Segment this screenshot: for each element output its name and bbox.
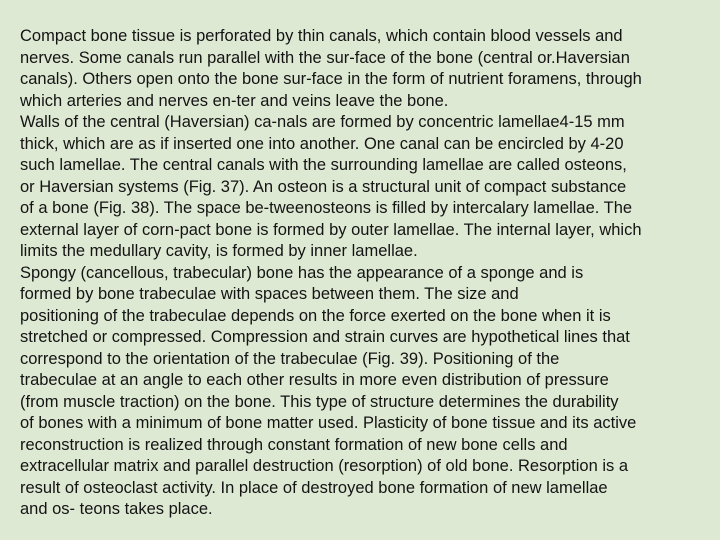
- text-line-new-osteons: and os- teons takes place.: [20, 500, 213, 518]
- text-line-trabeculae-orientation: correspond to the orientation of the trabeculae (Fig. 39). Positioning of the: [20, 349, 560, 368]
- text-line-spongy-bone: Spongy (cancellous, trabecular) bone has the appearance of a sponge and is: [20, 263, 584, 282]
- text-line-trabeculae-spaces: formed by bone trabeculae with spaces between them. The size and: [20, 285, 519, 303]
- text-line-reconstruction: reconstruction is realized through constant formation of new bone cells and: [20, 435, 568, 454]
- text-line-haversian-systems: or Haversian systems (Fig. 37). An osteon is a structural unit of compact substance: [20, 177, 627, 196]
- text-line-pressure-distribution: trabeculae at an angle to each other results in more even distribution of pressure: [20, 371, 609, 389]
- text-line-compression-curves: stretched or compressed. Compression and strain curves are hypothetical lines that: [20, 328, 630, 346]
- text-line-osteoclast-activity: result of osteoclast activity. In place of destroyed bone formation of new lamellae: [20, 478, 608, 497]
- text-line-canals-parallel: nerves. Some canals run parallel with the sur-face of the bone (central or.Haversian: [20, 48, 630, 67]
- text-line-compact-bone: Compact bone tissue is perforated by thin canals, which contain blood vessels and: [20, 27, 623, 45]
- text-line-intercalary-lamellae: of a bone (Fig. 38). The space be-tweenosteons is filled by intercalary lamellae. The: [20, 199, 633, 217]
- body-text: [20, 26, 710, 521]
- text-line-lamellae-thick: thick, which are as if inserted one into another. One canal can be encircled by 4-20: [20, 134, 624, 153]
- text-line-trabeculae-positioning: positioning of the trabeculae depends on the force exerted on the bone when it is: [20, 306, 611, 325]
- text-line-haversian-walls: Walls of the central (Haversian) ca-nals are formed by concentric lamellae4-15 mm: [20, 113, 625, 131]
- text-line-arteries-veins: which arteries and nerves en-ter and veins leave the bone.: [20, 91, 449, 110]
- text-line-bone-plasticity: of bones with a minimum of bone matter used. Plasticity of bone tissue and its active: [20, 414, 637, 432]
- text-line-inner-lamellae: limits the medullary cavity, is formed by inner lamellae.: [20, 242, 418, 260]
- text-line-osteons: such lamellae. The central canals with the surrounding lamellae are called osteons,: [20, 156, 627, 174]
- text-line-resorption: extracellular matrix and parallel destruction (resorption) of old bone. Resorption is a: [20, 457, 629, 475]
- text-line-muscle-traction: (from muscle traction) on the bone. This type of structure determines the durability: [20, 392, 619, 411]
- text-line-nutrient-foramens: canals). Others open onto the bone sur-face in the form of nutrient foramens, through: [20, 70, 642, 88]
- text-line-outer-lamellae: external layer of corn-pact bone is formed by outer lamellae. The internal layer, which: [20, 220, 642, 239]
